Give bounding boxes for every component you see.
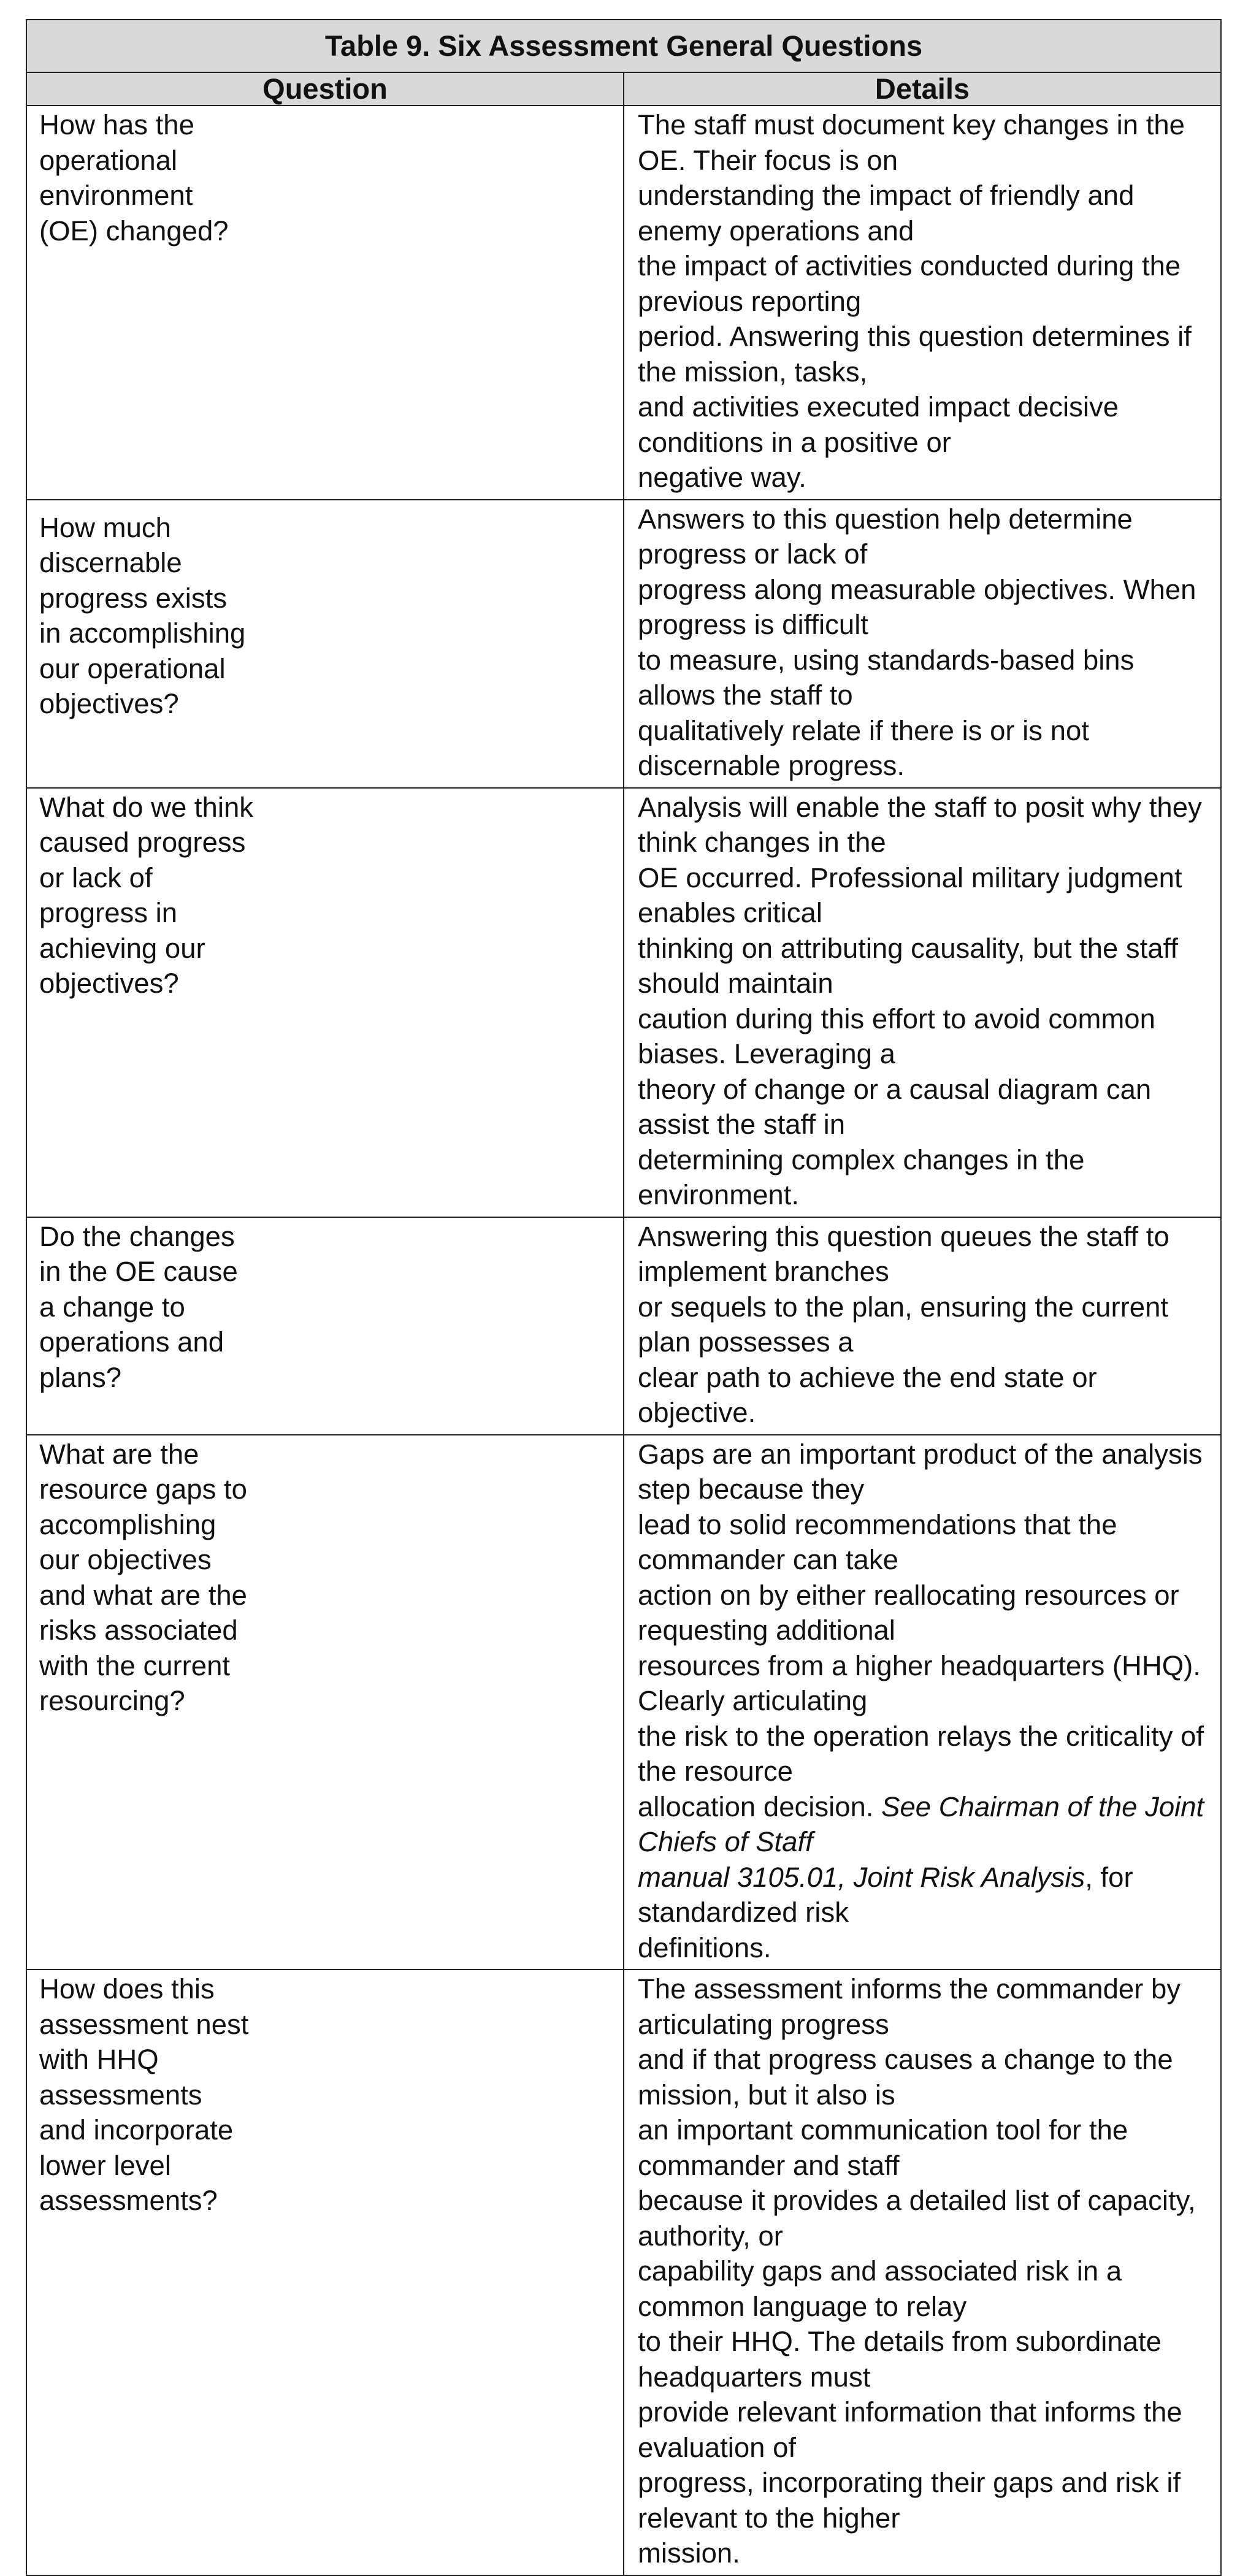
table-title: Table 9. Six Assessment General Questions [26,20,1221,72]
column-header-question: Question [26,72,624,105]
question-text: What do we think caused progress or lack of progress in achieving our objectives? [39,791,254,999]
table-row [26,105,1221,500]
details-text-part: Gaps are an important product of the analysis step because they lead to solid recommendations that the commander can take action on by either reallocating resources or requesting additional resources from a higher headquarters (HHQ). Clearly articulating the risk to the operation relays the criticality of the resource allocation decision. [638,1438,1204,1822]
question-text: Do the changes in the OE cause a change to operations and plans? [39,1220,238,1393]
question-text: How has the operational environment (OE) changed? [39,109,229,247]
details-cell [624,105,1221,500]
table-header-row [26,72,1221,105]
details-cell [624,788,1221,1217]
details-text: Answering this question queues the staff to implement branches or sequels to the plan, ensuring the current plan possesses a clear path to achieve the end state or objective. [638,1220,1169,1428]
column-header-details: Details [624,72,1221,105]
question-cell [26,105,624,500]
table-row [26,788,1221,1217]
table-title-row [26,20,1221,72]
table-row [26,1970,1221,2575]
question-text: What are the resource gaps to accomplishing our objectives and what are the risks associated with the current resourcing? [39,1438,247,1716]
details-text: The assessment informs the commander by articulating progress and if that progress causes a change to the mission, but it also is an important communication tool for the commander and staff because it provides a detailed list of capacity, authority, or capability gaps and associated risk in a common language to relay to their HHQ. The details from subordinate headquarters must provide relevant information that informs the evaluation of progress, incorporating their gaps and risk if relevant to the higher mission. [638,1973,1196,2569]
question-cell [26,1435,624,1970]
table-row [26,500,1221,788]
details-cell [624,500,1221,788]
question-cell [26,1217,624,1435]
details-cell [624,1217,1221,1435]
details-cell [624,1435,1221,1970]
question-cell [26,1970,624,2575]
details-text-part: , for standardized risk definitions. [638,1861,1133,1963]
question-cell [26,500,624,788]
table-row [26,1217,1221,1435]
document-reference-italic: See Chairman of the Joint Chiefs of Staff manual 3105.01, Joint Risk Analysis [638,1791,1204,1893]
table-row [26,1435,1221,1970]
details-text: Analysis will enable the staff to posit why they think changes in the OE occurred. Professional military judgment enables critical thinking on attributing causality, but the staff should maintain caution during this effort to avoid common biases. Leveraging a theory of change or a causal diagram can assist the staff in determining complex changes in the environment. [638,791,1202,1210]
assessment-questions-table [26,19,1222,2576]
details-cell [624,1970,1221,2575]
details-text: Answers to this question help determine progress or lack of progress along measurable objectives. When progress is difficult to measure, using standards-based bins allows the staff to qualitatively relate if there is or is not discernable progress. [638,503,1196,781]
question-cell [26,788,624,1217]
question-text: How does this assessment nest with HHQ assessments and incorporate lower level assessments? [39,1973,249,2216]
details-text [638,1437,1208,1966]
details-text: The staff must document key changes in the OE. Their focus is on understanding the impact of friendly and enemy operations and the impact of activities conducted during the previous reporting period. Answering this question determines if the mission, tasks, and activities executed impact decisive conditions in a positive or negative way. [638,109,1192,493]
question-text: How much discernable progress exists in accomplishing our operational objectives? [39,511,246,719]
